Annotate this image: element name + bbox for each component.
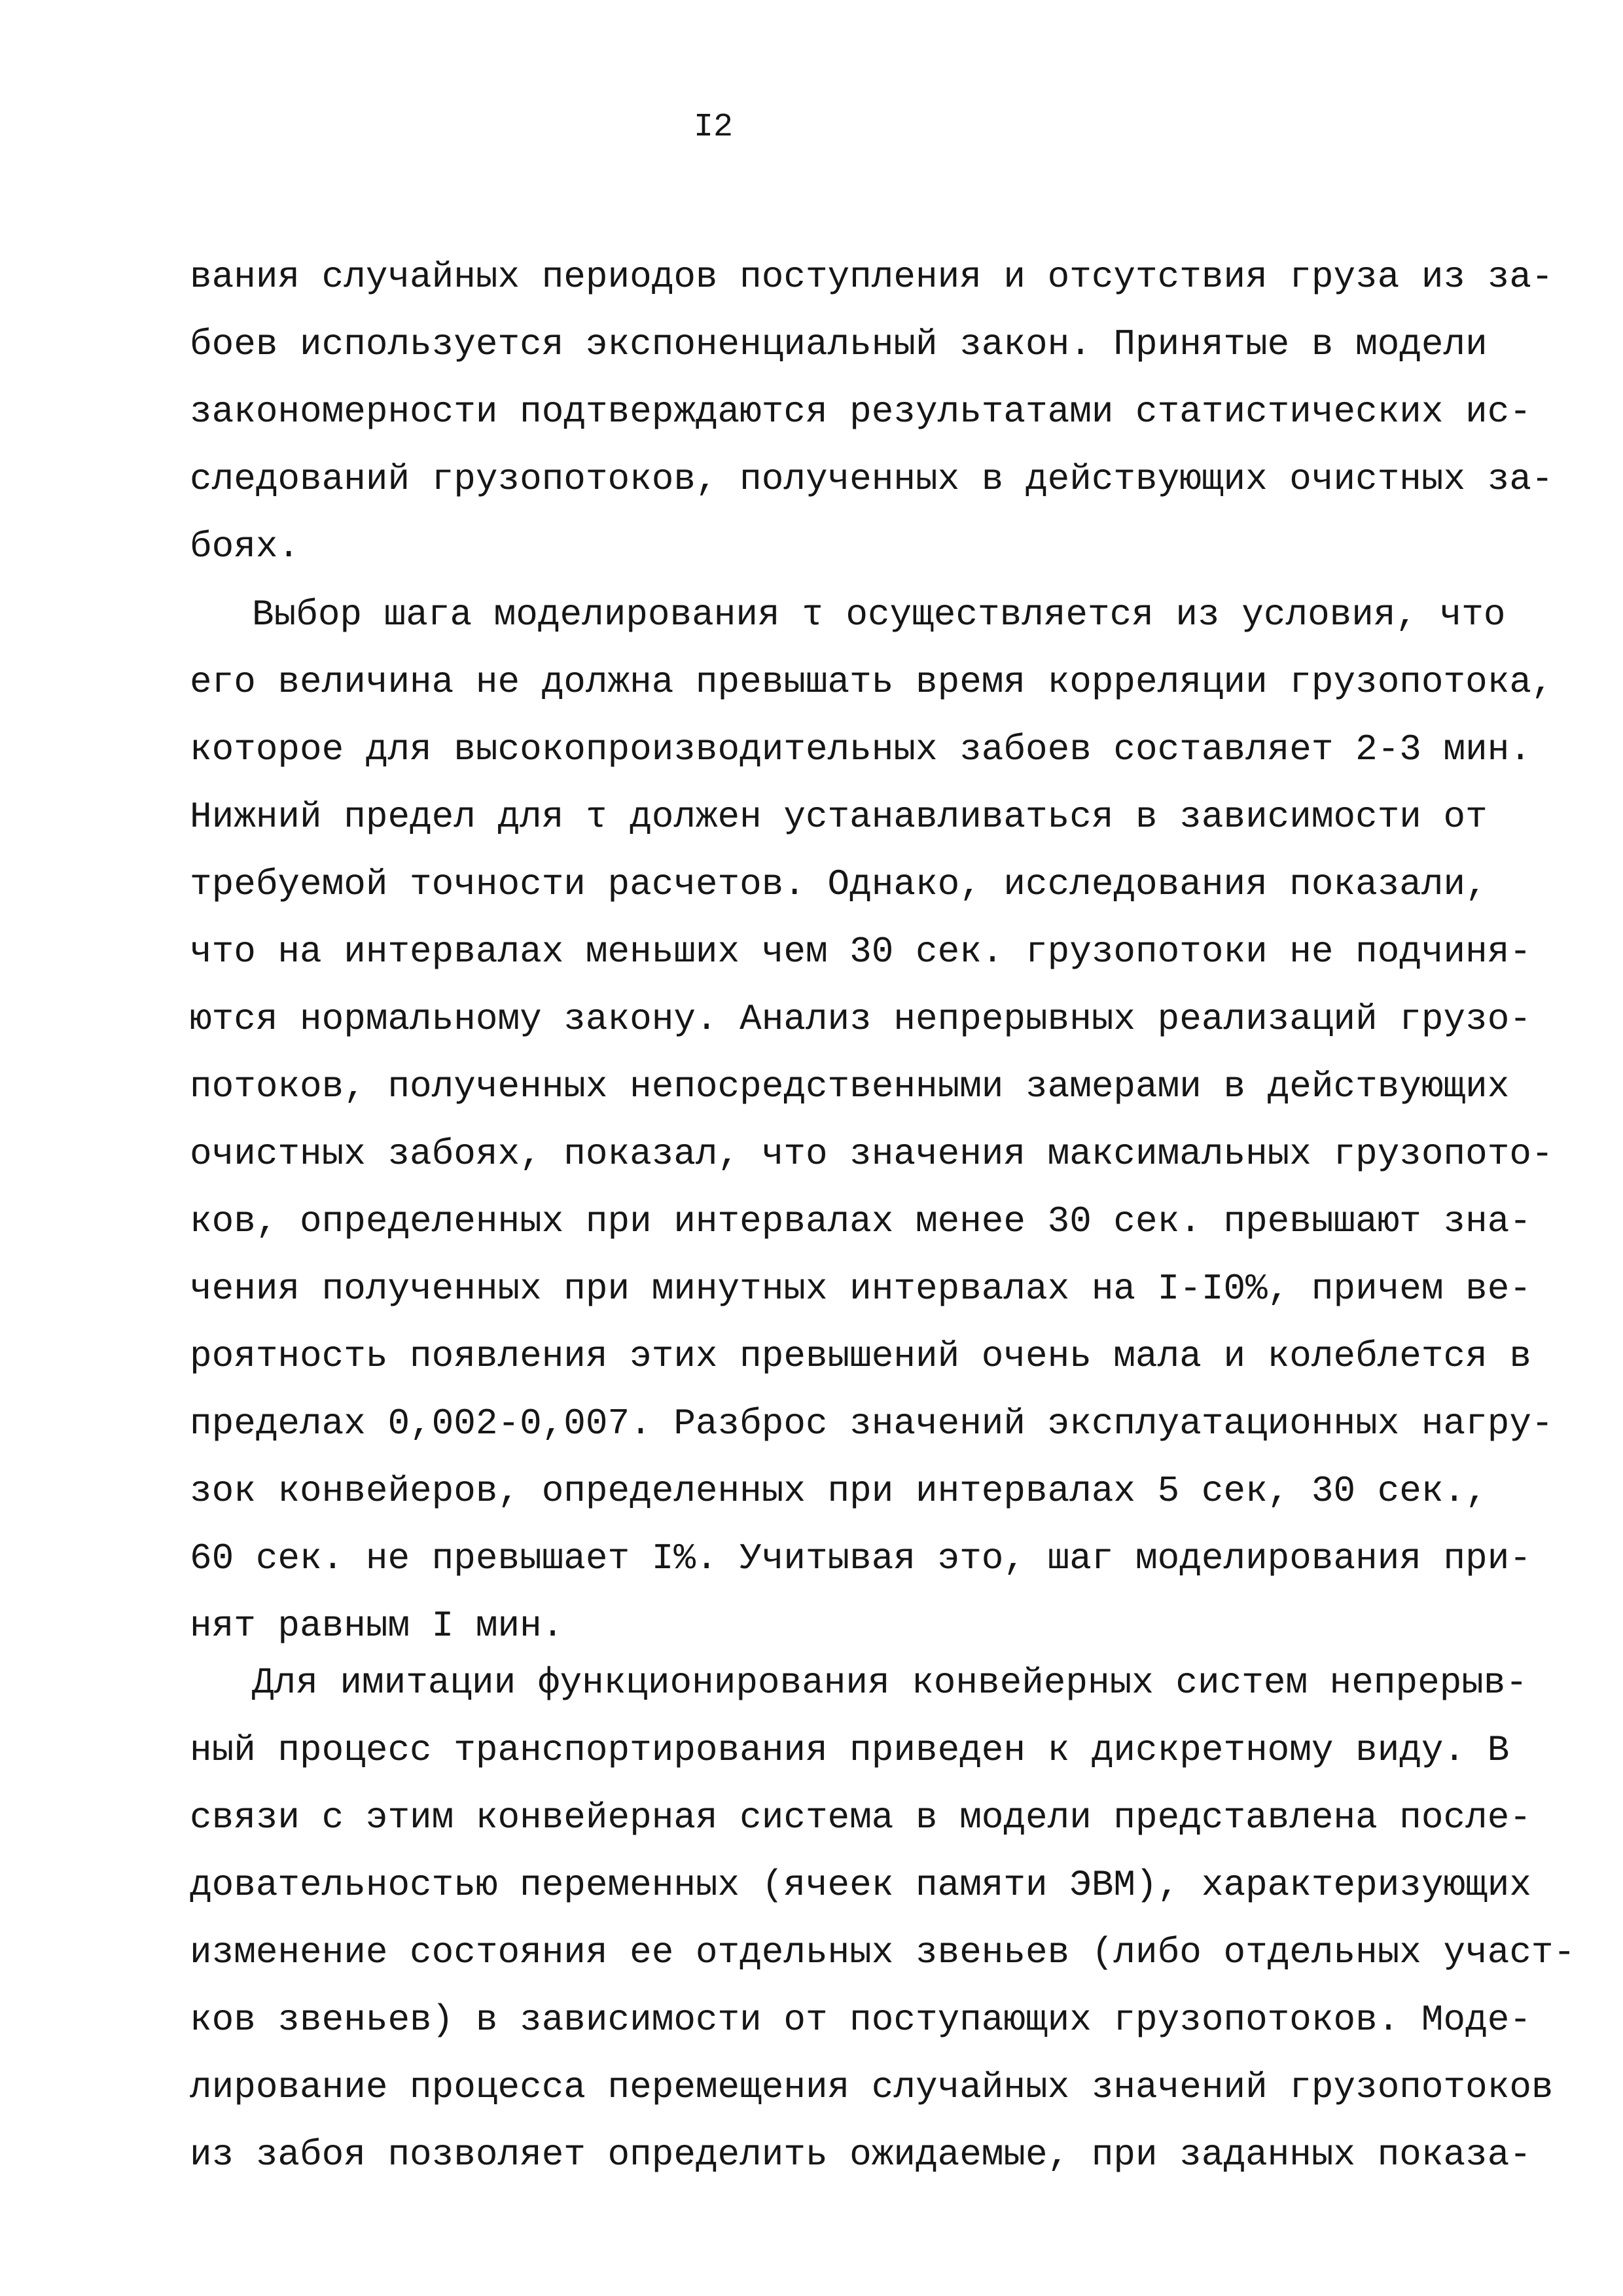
text-line: закономерности подтверждаются результатами статистических ис- — [190, 391, 1531, 433]
text-line: из забоя позволяет определить ожидаемые, при заданных показа- — [190, 2134, 1531, 2176]
text-line: Выбор шага моделирования τ осуществляется из условия, что — [252, 594, 1506, 636]
text-line: потоков, полученных непосредственными замерами в действующих — [190, 1066, 1510, 1107]
text-line: связи с этим конвейерная система в модели представлена после- — [190, 1797, 1531, 1839]
text-line: что на интервалах меньших чем 30 сек. грузопотоки не подчиня- — [190, 931, 1531, 973]
text-line: боев используется экспоненциальный закон. Принятые в модели — [190, 323, 1488, 365]
text-line: требуемой точности расчетов. Однако, исследования показали, — [190, 863, 1488, 905]
text-line: чения полученных при минутных интервалах на I-I0%, причем ве- — [190, 1268, 1531, 1310]
text-line: Нижний предел для τ должен устанавливаться в зависимости от — [190, 796, 1488, 838]
text-line: ный процесс транспортирования приведен к дискретному виду. В — [190, 1729, 1510, 1771]
paragraph-3 — [190, 1649, 1576, 2189]
text-line: изменение состояния ее отдельных звеньев (либо отдельных участ- — [190, 1931, 1576, 1973]
text-line: боях. — [190, 526, 300, 567]
text-line: ются нормальному закону. Анализ непрерывных реализаций грузо- — [190, 998, 1531, 1040]
text-line: роятность появления этих превышений очень мала и колеблется в — [190, 1335, 1531, 1377]
text-line: следований грузопотоков, полученных в действующих очистных за- — [190, 458, 1554, 500]
text-line: лирование процесса перемещения случайных значений грузопотоков — [190, 2066, 1554, 2108]
paragraph-2 — [190, 581, 1554, 1660]
text-line: ков звеньев) в зависимости от поступающих грузопотоков. Моде- — [190, 1999, 1531, 2041]
page-number: I2 — [694, 109, 734, 146]
text-line: нят равным I мин. — [190, 1605, 564, 1647]
text-line: вания случайных периодов поступления и отсутствия груза из за- — [190, 256, 1554, 298]
text-line: Для имитации функционирования конвейерных систем непрерыв- — [252, 1662, 1528, 1704]
text-line: 60 сек. не превышает I%. Учитывая это, шаг моделирования при- — [190, 1537, 1531, 1579]
text-line: довательностью переменных (ячеек памяти ЭВМ), характеризующих — [190, 1864, 1531, 1906]
text-line: ков, определенных при интервалах менее 30 сек. превышают зна- — [190, 1200, 1531, 1242]
text-line: которое для высокопроизводительных забоев составляет 2-3 мин. — [190, 728, 1531, 770]
text-line: очистных забоях, показал, что значения максимальных грузопото- — [190, 1133, 1554, 1175]
text-line: его величина не должна превышать время корреляции грузопотока, — [190, 661, 1554, 703]
text-line: зок конвейеров, определенных при интервалах 5 сек, 30 сек., — [190, 1470, 1488, 1512]
text-line: пределах 0,002-0,007. Разброс значений эксплуатационных нагру- — [190, 1403, 1554, 1444]
paragraph-1 — [190, 243, 1554, 581]
